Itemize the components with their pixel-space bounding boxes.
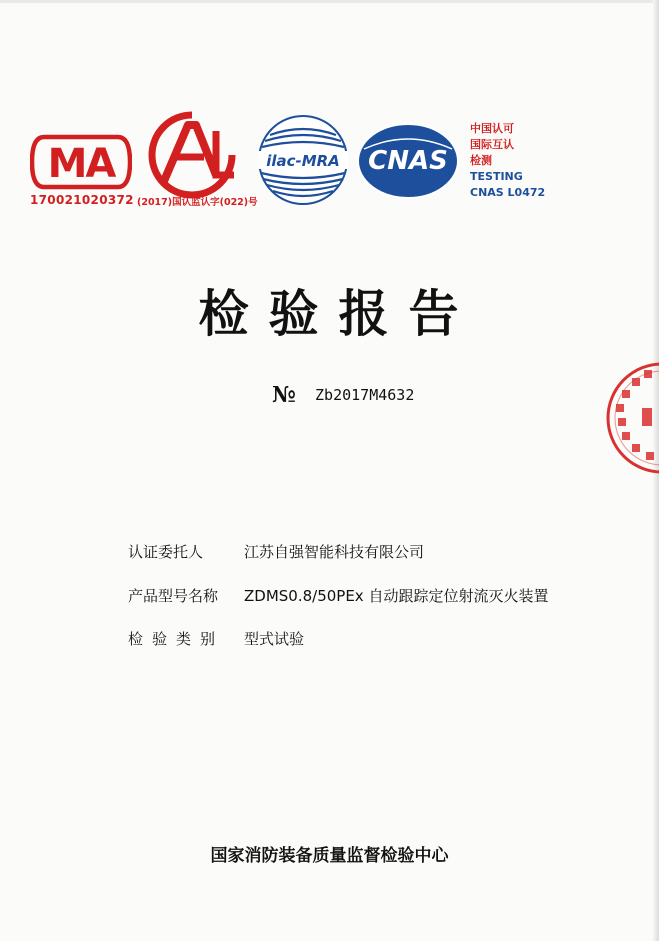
report-number	[272, 382, 414, 408]
cnas-accreditation-text	[470, 121, 545, 201]
svg-text:CNAS: CNAS	[368, 146, 448, 176]
field-row-client	[128, 541, 424, 562]
field-row-inspection-type	[128, 628, 304, 649]
issuing-organization: 国家消防装备质量监督检验中心	[210, 846, 449, 866]
svg-text:CAL: CAL	[144, 109, 146, 110]
cnas-line-testing-cn: 检测	[470, 154, 492, 167]
official-seal-icon	[602, 358, 659, 478]
inspection-type-value: 型式试验	[244, 630, 305, 648]
cnas-line-mutual-recognition: 国际互认	[470, 138, 514, 151]
product-model-value: ZDMS0.8/50PEx 自动跟踪定位射流灭火装置	[244, 587, 549, 605]
certification-logos	[30, 105, 590, 215]
product-model-label: 产品型号名称	[128, 587, 219, 605]
cma-certificate-number: 170021020372	[30, 193, 134, 207]
cnas-line-testing-en: TESTING	[470, 170, 523, 183]
report-title: 检验报告	[198, 284, 479, 343]
cnas-logo-icon	[354, 121, 462, 201]
field-row-product-model	[128, 585, 548, 606]
client-value: 江苏自强智能科技有限公司	[244, 543, 425, 561]
number-symbol: №	[272, 382, 296, 408]
svg-text:ilac-MRA: ilac-MRA	[266, 152, 340, 170]
client-label: 认证委托人	[128, 543, 204, 561]
cnas-line-china-accredited: 中国认可	[470, 122, 514, 135]
ilac-mra-logo-icon	[256, 113, 350, 207]
cma-logo-icon	[30, 133, 132, 191]
inspection-type-label: 检验类别	[128, 630, 225, 648]
svg-text:MA: MA	[47, 141, 115, 187]
cnas-line-number: CNAS L0472	[470, 186, 546, 199]
cal-certificate-number: (2017)国认监认字(022)号	[137, 197, 258, 208]
page-edge-top	[0, 0, 659, 3]
report-number-value: Zb2017M4632	[315, 386, 415, 404]
cal-logo-icon	[144, 109, 240, 199]
